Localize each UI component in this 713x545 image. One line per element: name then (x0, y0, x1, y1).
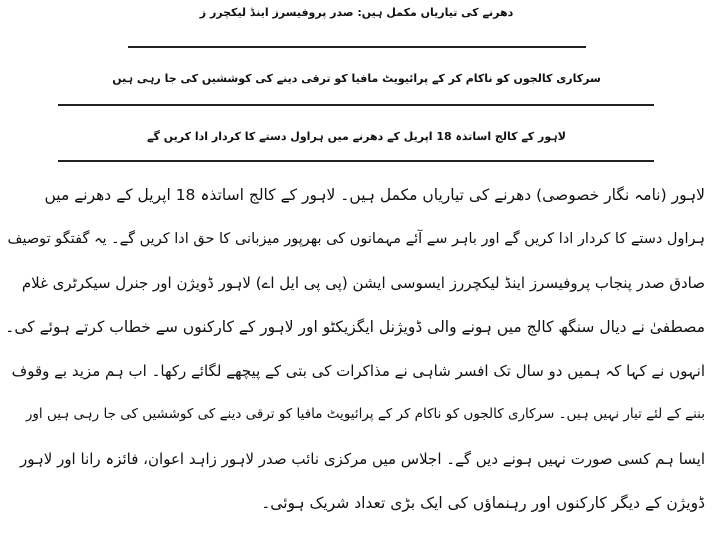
body-line: بننے کے لئے تیار نہیں ہیں۔ سرکاری کالجوں کو ناکام کر کے پرائیویٹ مافیا کو ترقی دینے کی کوششیں کی جا رہی ہیں اور (25, 406, 705, 422)
headline-divider (128, 46, 586, 48)
body-line: ڈویژن کے دیگر کارکنوں اور رہنماؤں کی ایک بڑی تعداد شریک ہوئی۔ (261, 494, 705, 512)
body-line: ہراول دستے کا کردار ادا کریں گے اور باہر سے آئے مہمانوں کی بھرپور میزبانی کا حق ادا کریں گے۔ یہ گفتگو توصیف (7, 231, 705, 247)
headline-sub-1: سرکاری کالجوں کو ناکام کر کے پرائیویٹ مافیا کو ترقی دینے کی کوششیں کی جا رہی ہیں (112, 72, 601, 85)
headline-sub-2: لاہور کے کالج اساتذہ 18 اپریل کے دھرنے میں ہراول دستے کا کردار ادا کریں گے (147, 130, 566, 143)
headline-main: دھرنے کی تیاریاں مکمل ہیں: صدر پروفیسرز اینڈ لیکچرر ز (199, 6, 514, 19)
headline-divider (58, 160, 654, 162)
body-line: مصطفیٰ نے دیال سنگھ کالج میں ہونے والی ڈویژنل ایگزیکٹو اور لاہور کے کارکنوں سے خطاب کرتے ہوئے کی۔ (5, 318, 705, 336)
headline-divider (58, 104, 654, 106)
body-line: ایسا ہم کسی صورت نہیں ہونے دیں گے۔ اجلاس میں مرکزی نائب صدر لاہور زاہد اعوان، فائزہ رانا اور لاہور (19, 450, 705, 468)
body-line: صادق صدر پنجاب پروفیسرز اینڈ لیکچررز ایسوسی ایشن (پی پی ایل اے) لاہور ڈویژن اور جنرل سیکرٹری غلام (21, 274, 705, 292)
body-line: انہوں نے کہا کہ ہمیں دو سال تک افسر شاہی نے مذاکرات کی بتی کے پیچھے لگائے رکھا۔ اب ہم مزید بے وقوف (11, 362, 705, 380)
body-line: لاہور (نامہ نگار خصوصی) دھرنے کی تیاریاں مکمل ہیں۔ لاہور کے کالج اساتذہ 18 اپریل کے دھرنے میں (44, 186, 705, 204)
